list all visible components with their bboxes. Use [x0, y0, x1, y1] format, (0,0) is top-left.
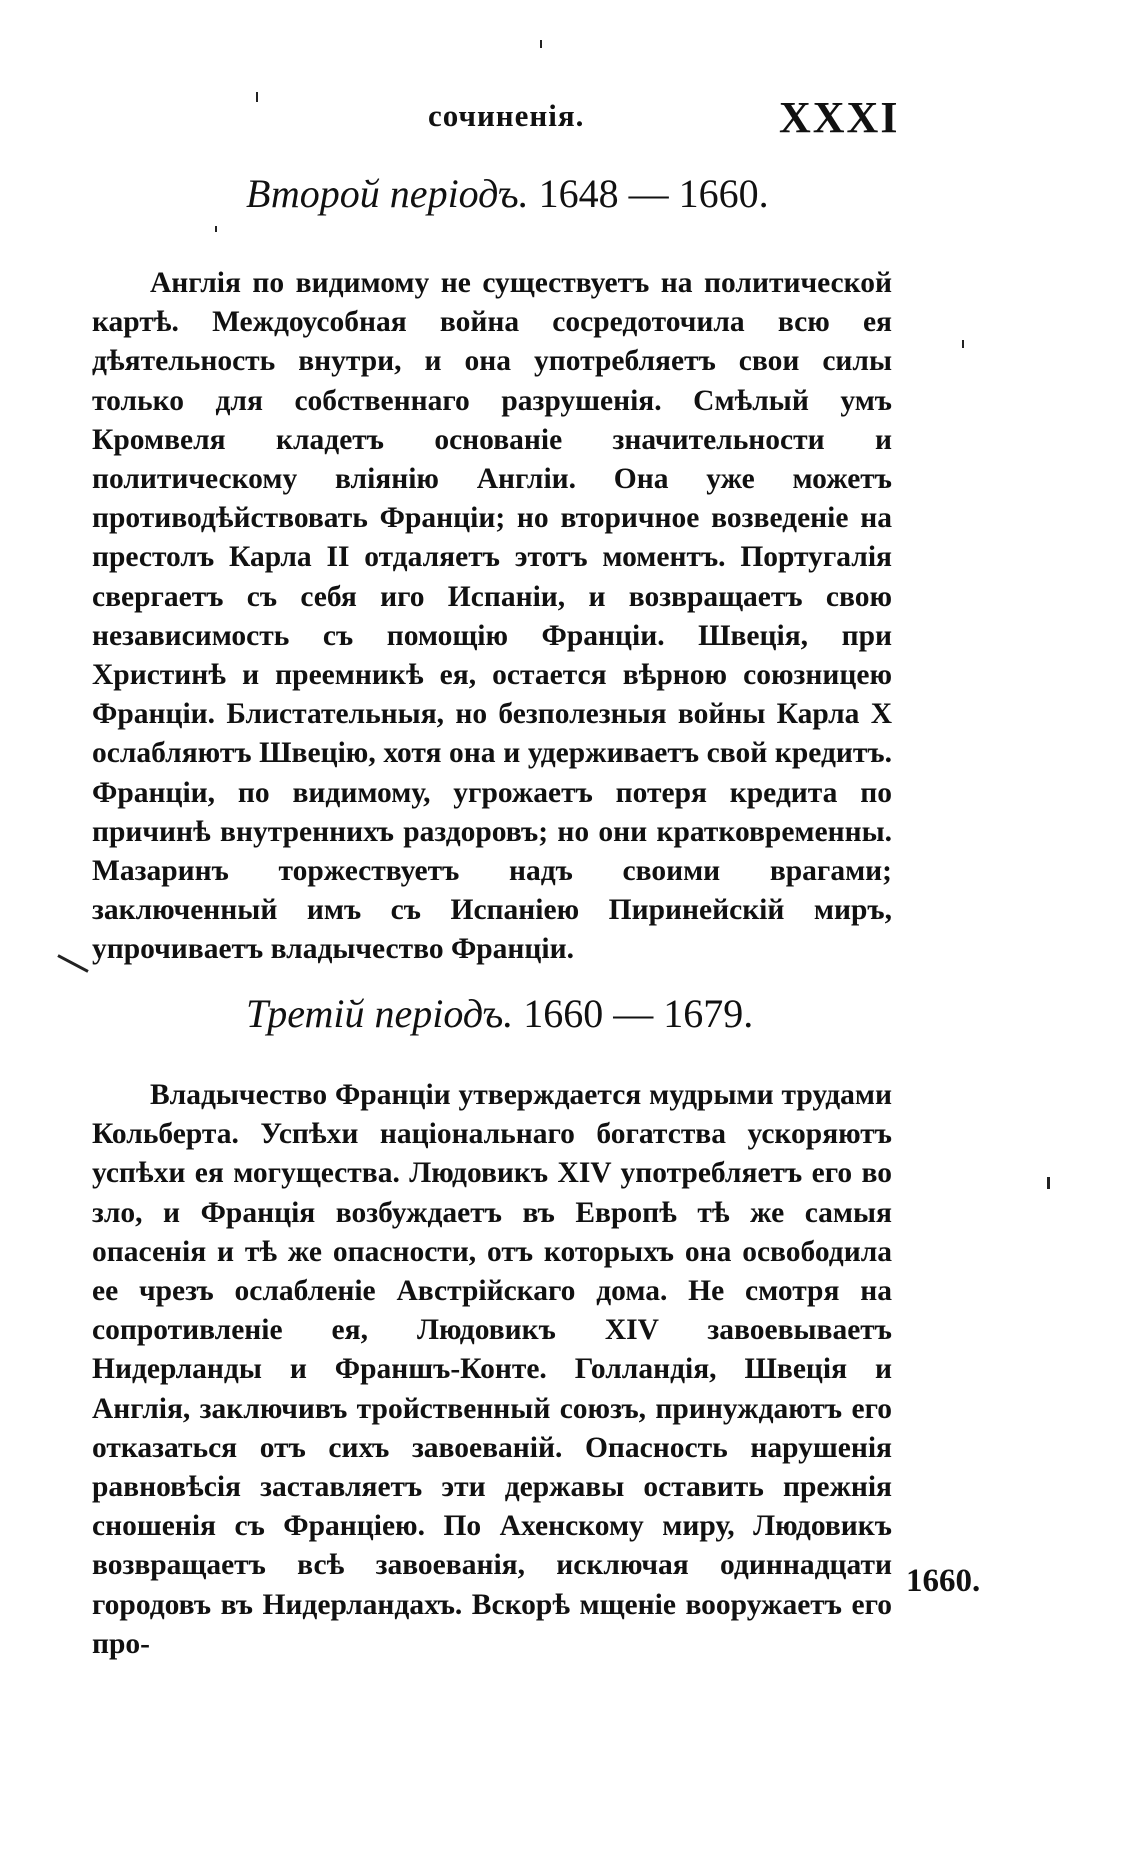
- section-label: Второй періодъ.: [246, 171, 529, 216]
- scan-speck: [215, 226, 217, 232]
- running-title: сочиненія.: [428, 98, 585, 133]
- section-paragraph-third-period: Владычество Франціи утверждается мудрыми трудами Кольберта. Успѣхи національнаго богатства ускоряютъ успѣхи ея могущества. Людовикъ XIV употребляетъ его во зло, и Франція возбуждаетъ въ Европѣ тѣ же самыя опасенія и тѣ же опасности, отъ которыхъ она освободила ее чрезъ ослабленіе Австрійскаго дома. Не смотря на сопротивленіе ея, Людовикъ XIV завоевываетъ Нидерланды и Франшъ-Конте. Голландія, Швеція и Англія, заключивъ тройственный союзъ, принуждаютъ его отказаться отъ сихъ завоеваній. Опасность нарушенія равновѣсія заставляетъ эти державы оставить прежнія сношенія съ Франціею. По Ахенскому миру, Людовикъ возвращаетъ всѣ завоеванія, исключая одиннадцати городовъ въ Нидерландахъ. Вскорѣ мщеніе вооружаетъ его про-: [92, 1079, 892, 1660]
- section-years: 1660 — 1679.: [523, 991, 754, 1036]
- section-label: Третій періодъ.: [246, 991, 514, 1036]
- section-years: 1648 — 1660.: [538, 171, 769, 216]
- page-number: XXXI: [779, 93, 900, 142]
- section-paragraph-second-period: Англія по видимому не существуетъ на политической картѣ. Междоусобная война сосредоточила всю ея дѣятельность внутри, и она употребляетъ свои силы только для собственнаго разрушенія. Смѣлый умъ Кромвеля кладетъ основаніе значительности и политическому вліянію Англіи. Она уже можетъ противодѣйствовать Франціи; но вторичное возведеніе на престолъ Карла II отдаляетъ этотъ моментъ. Португалія свергаетъ съ себя иго Испаніи, и возвращаетъ свою независимость съ помощію Франціи. Швеція, при Христинѣ и преемникѣ ея, остается вѣрною союзницею Франціи. Блистательныя, но безполезныя войны Карла X ослабляютъ Швецію, хотя она и удерживаетъ свой кредитъ. Франціи, по видимому, угрожаетъ потеря кредита по причинѣ внутреннихъ раздоровъ; но они кратковременны. Мазаринъ торжествуетъ надъ своими врагами; заключенный имъ съ Испаніею Пиринейскій миръ, упрочиваетъ владычество Франціи.: [92, 267, 892, 966]
- scan-speck: [962, 340, 964, 348]
- scan-dash: [57, 954, 88, 973]
- margin-year-note: 1660.: [906, 1563, 981, 1599]
- scan-speck: [1047, 1177, 1050, 1189]
- running-head: [0, 93, 1140, 148]
- scan-speck: [540, 40, 542, 48]
- section-heading-second-period: [0, 170, 1140, 217]
- section-heading-third-period: [0, 990, 1140, 1037]
- scan-speck: [256, 92, 258, 102]
